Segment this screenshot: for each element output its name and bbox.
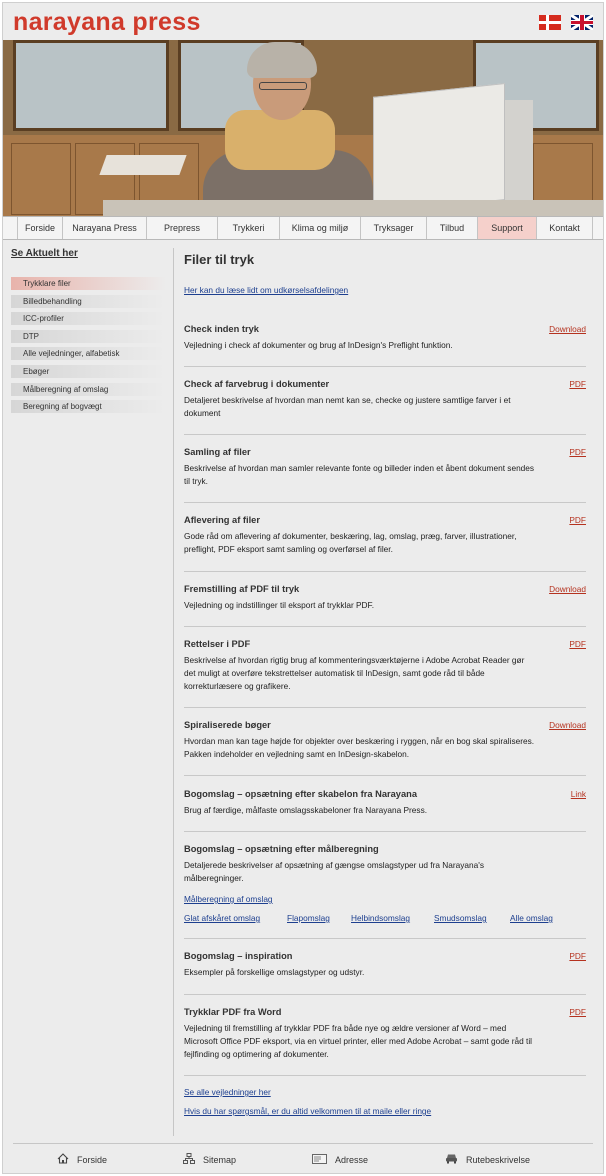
entry-description: Beskrivelse af hvordan rigtig brug af kommenteringsværktøjerne i Adobe Acrobat Reader gør det muligt at overføre tekstrettelser automatisk til InDesign, samt gode råd til både korrekturlæsere og grafikere.: [184, 655, 525, 691]
entry-title: Bogomslag – opsætning efter målberegning: [184, 844, 379, 854]
intro-link[interactable]: Her kan du læse lidt om udkørselsafdelingen: [184, 285, 349, 295]
site-logo[interactable]: narayana press: [13, 8, 201, 36]
entry-title: Trykklar PDF fra Word: [184, 1007, 282, 1017]
entry-title: Bogomslag – opsætning efter skabelon fra Narayana: [184, 789, 417, 799]
entry-fremstilling-af-pdf: [184, 584, 586, 612]
entry-bogomslag-skabelon: [184, 789, 586, 817]
entry-description: Hvordan man kan tage højde for objekter over beskæring i ryggen, når en bog skal spiraliseres. Pakken indeholder en vejledning samt en InDesign-skabelon.: [184, 736, 535, 759]
entry-title: Aflevering af filer: [184, 515, 260, 525]
cover-link-helbind[interactable]: Helbindsomslag: [351, 913, 411, 923]
divider: [184, 775, 586, 776]
entry-check-inden-tryk: [184, 324, 586, 352]
address-card-icon: [312, 1152, 327, 1170]
uk-flag-icon[interactable]: [571, 15, 593, 30]
page-title: Filer til tryk: [184, 252, 255, 267]
sidebar-heading-link[interactable]: Se Aktuelt her: [11, 248, 78, 259]
nav-tab-prepress[interactable]: Prepress: [146, 217, 217, 239]
pdf-link[interactable]: PDF: [569, 639, 586, 649]
hero-photo: [3, 40, 603, 216]
nav-tab-narayana-press[interactable]: Narayana Press: [62, 217, 146, 239]
sitemap-icon: [183, 1152, 195, 1170]
entry-spiraliserede-boger: [184, 720, 586, 761]
entry-title: Spiraliserede bøger: [184, 720, 271, 730]
footer-forside[interactable]: [57, 1151, 107, 1169]
nav-tab-forside[interactable]: Forside: [17, 217, 62, 239]
pdf-link[interactable]: PDF: [569, 1007, 586, 1017]
sidebar-item-dtp[interactable]: DTP: [11, 330, 166, 343]
divider: [184, 1075, 586, 1076]
sidebar-item-eboger[interactable]: Ebøger: [11, 365, 166, 378]
entry-trykklar-pdf-word: [184, 1007, 586, 1061]
car-icon: [445, 1152, 458, 1170]
footer-adresse-label: Adresse: [335, 1155, 369, 1165]
all-guides-link[interactable]: Se alle vejledninger her: [184, 1087, 271, 1097]
entry-description: Brug af færdige, målfaste omslagsskabeloner fra Narayana Press.: [184, 805, 428, 815]
entry-bogomslag-maalberegning: [184, 844, 586, 885]
entry-description: Eksempler på forskellige omslagstyper og udstyr.: [184, 967, 365, 977]
nav-tab-kontakt[interactable]: Kontakt: [536, 217, 593, 239]
pdf-link[interactable]: PDF: [569, 447, 586, 457]
sidebar-item-bogvaegt[interactable]: Beregning af bogvægt: [11, 400, 166, 413]
sidebar-item-alle-vejledninger[interactable]: Alle vejledninger, alfabetisk: [11, 347, 166, 360]
sidebar-item-trykklare-filer[interactable]: Trykklare filer: [11, 277, 166, 290]
entry-description: Vejledning og indstillinger til eksport af trykklar PDF.: [184, 600, 374, 610]
divider: [184, 994, 586, 995]
entry-description: Vejledning til fremstilling af trykklar PDF fra både nye og ældre versioner af Word – med Microsoft Office PDF eksport, via en virtuel printer, eller med Adobe Acrobat – samt gode råd til fejlfinding og optimering af dokumenter.: [184, 1023, 533, 1059]
maalberegning-link[interactable]: Målberegning af omslag: [184, 894, 273, 904]
entry-title: Check inden tryk: [184, 324, 259, 334]
nav-tab-tilbud[interactable]: Tilbud: [426, 217, 477, 239]
download-link[interactable]: Download: [549, 720, 586, 730]
entry-description: Detaljerede beskrivelser af opsætning af gængse omslagstyper ud fra Narayana's målberegninger.: [184, 860, 484, 883]
nav-tab-klima-og-miljo[interactable]: Klima og miljø: [279, 217, 360, 239]
divider: [184, 831, 586, 832]
sidebar-item-billedbehandling[interactable]: Billedbehandling: [11, 295, 166, 308]
divider: [184, 366, 586, 367]
entry-description: Beskrivelse af hvordan man samler relevante fonte og billeder inden et åbent dokument sendes til tryk.: [184, 463, 535, 486]
nav-tab-trykkeri[interactable]: Trykkeri: [217, 217, 279, 239]
entry-title: Rettelser i PDF: [184, 639, 251, 649]
footer-rutebeskrivelse[interactable]: [445, 1151, 530, 1169]
divider: [184, 707, 586, 708]
pdf-link[interactable]: PDF: [569, 379, 586, 389]
entry-title: Bogomslag – inspiration: [184, 951, 293, 961]
danish-flag-icon[interactable]: [539, 15, 561, 30]
main-navigation: [3, 216, 603, 240]
entry-title: Check af farvebrug i dokumenter: [184, 379, 330, 389]
pdf-link[interactable]: PDF: [569, 951, 586, 961]
footer: [3, 1151, 603, 1169]
download-link[interactable]: Download: [549, 584, 586, 594]
footer-sitemap-label: Sitemap: [203, 1155, 237, 1165]
divider: [184, 434, 586, 435]
cover-link-alle[interactable]: Alle omslag: [510, 913, 553, 923]
footer-sitemap[interactable]: [183, 1151, 236, 1169]
entry-bogomslag-inspiration: [184, 951, 586, 979]
home-icon: [57, 1152, 69, 1170]
cover-link-smuds[interactable]: Smudsomslag: [434, 913, 487, 923]
divider: [184, 938, 586, 939]
entry-rettelser-i-pdf: [184, 639, 586, 693]
entry-title: Samling af filer: [184, 447, 251, 457]
divider: [184, 571, 586, 572]
entry-aflevering-af-filer: [184, 515, 586, 556]
divider: [184, 626, 586, 627]
sidebar: [11, 248, 166, 418]
nav-tab-support[interactable]: Support: [477, 217, 536, 239]
divider: [184, 502, 586, 503]
page-frame: [2, 2, 604, 1174]
entry-description: Gode råd om aflevering af dokumenter, beskæring, lag, omslag, præg, farver, illustrationer, preflight, PDF eksport samt samling og overførsel af filer.: [184, 531, 517, 554]
entry-check-farvebrug: [184, 379, 586, 420]
entry-title: Fremstilling af PDF til tryk: [184, 584, 300, 594]
footer-forside-label: Forside: [77, 1155, 108, 1165]
nav-tab-tryksager[interactable]: Tryksager: [360, 217, 426, 239]
footer-divider: [13, 1143, 593, 1144]
sidebar-item-maalberegning[interactable]: Målberegning af omslag: [11, 383, 166, 396]
contact-link[interactable]: Hvis du har spørgsmål, er du altid velkommen til at maile eller ringe: [184, 1106, 432, 1116]
footer-adresse[interactable]: [312, 1151, 368, 1169]
sidebar-item-icc-profiler[interactable]: ICC-profiler: [11, 312, 166, 325]
pdf-link[interactable]: PDF: [569, 515, 586, 525]
entry-description: Vejledning i check af dokumenter og brug af InDesign's Preflight funktion.: [184, 340, 453, 350]
download-link[interactable]: Download: [549, 324, 586, 334]
site-header: [3, 3, 603, 40]
entry-description: Detaljeret beskrivelse af hvordan man nemt kan se, checke og justere samtlige farver i et dokument: [184, 395, 511, 418]
cover-link-glat[interactable]: Glat afskåret omslag: [184, 913, 261, 923]
link-link[interactable]: Link: [570, 789, 586, 799]
cover-link-flap[interactable]: Flapomslag: [287, 913, 330, 923]
footer-rutebeskrivelse-label: Rutebeskrivelse: [466, 1155, 531, 1165]
entry-samling-af-filer: [184, 447, 586, 488]
column-divider: [173, 248, 174, 1136]
